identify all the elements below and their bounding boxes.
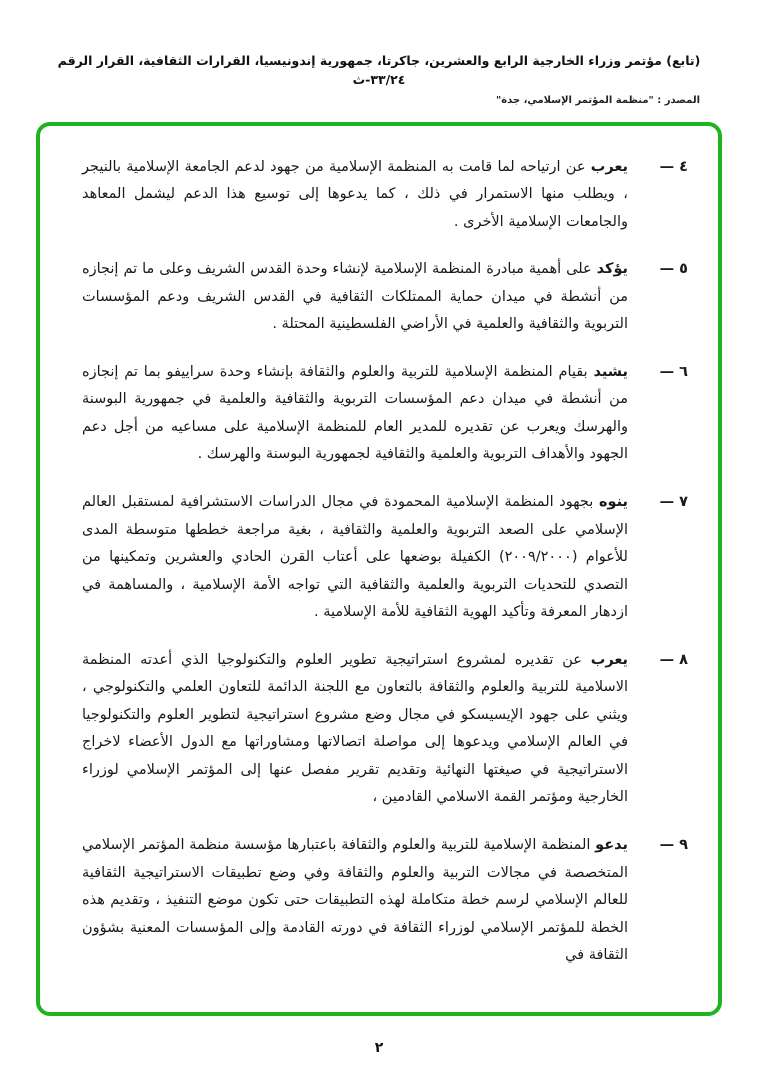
item-number: ٤ — <box>659 158 688 175</box>
item-body: عن ارتياحه لما قامت به المنظمة الإسلامية من جهود لدعم الجامعة الإسلامية بالنيجر ، ويطلب منها الاستمرار في ذلك ، كما يدعوها إلى توسيع هذا الدعم ليشمل المعاهد والجامعات الإسلامية الأخرى . <box>82 158 628 230</box>
list-item <box>82 647 688 812</box>
item-text <box>82 647 628 812</box>
item-number: ٧ — <box>659 493 688 510</box>
item-number: ٨ — <box>659 651 688 668</box>
content-border-box <box>36 122 722 1016</box>
item-lead-word: يدعو <box>595 836 628 853</box>
item-body: بقيام المنظمة الإسلامية للتربية والعلوم والثقافة بإنشاء وحدة سراييفو بما تم إنجازه من أنشطة في ميدان دعم المؤسسات التربوية والثقافية والعلمية في جمهورية البوسنة والهرسك ويعرب عن تقديره للمدير العام للمنظمة الإسلامية على مساعيه من أجل دعم الجهود والأهداف التربوية والعلمية والثقافية لجمهورية البوسنة والهرسك . <box>82 363 628 463</box>
item-lead-word: يشيد <box>593 363 628 380</box>
item-body: المنظمة الإسلامية للتربية والعلوم والثقافة باعتبارها مؤسسة منظمة المؤتمر الإسلامي المتخصصة في مجالات التربية والعلوم والثقافة وفي وضع تطبيقات الاستراتيجية الثقافية للعالم الإسلامي لرسم خطة متكاملة لهذه التطبيقات حتى تكون موضع التنفيذ ، وتقديم هذه الخطة للمؤتمر الإسلامي لوزراء الثقافة في دورته القادمة وإلى المؤسسات المعنية بشؤون الثقافة في <box>82 836 628 964</box>
item-lead-word: يعرب <box>590 651 628 668</box>
item-body: عن تقديره لمشروع استراتيجية تطوير العلوم والتكنولوجيا الذي أعدته المنظمة الاسلامية للتربية والعلوم والثقافة بالتعاون مع اللجنة الدائمة للتعاون العلمي والتكنولوجي ، ويثني على جهود الإيسيسكو في مجال وضع مشروع استراتيجية لتطوير العلوم والتكنولوجيا في العالم الإسلامي ويدعوها إلى مواصلة اتصالاتها ومشاوراتها مع الدول الأعضاء لاخراج الاستراتيجية في صيغتها النهائية وتقديم تقرير مفصل عنها إلى المؤتمر الإسلامي لوزراء الخارجية ومؤتمر القمة الاسلامي القادمين ، <box>82 651 628 806</box>
list-item <box>82 154 688 237</box>
item-number: ٩ — <box>659 836 688 853</box>
document-source-line: المصدر : "منظمة المؤتمر الإسلامي، جدة" <box>495 94 700 106</box>
list-item <box>82 489 688 627</box>
item-lead-word: يؤكد <box>596 261 628 278</box>
page-number: ٢ <box>374 1040 384 1056</box>
item-lead-word: يعرب <box>590 158 628 175</box>
list-item <box>82 359 688 469</box>
item-lead-word: ينوه <box>598 493 628 510</box>
item-text <box>82 832 628 970</box>
document-header-title: (تابع) مؤتمر وزراء الخارجية الرابع والعشرين، جاكرتا، جمهورية إندونيسيا، القرارات الثقافية، القرار الرقم ٣٣/٢٤-ث <box>57 53 701 87</box>
item-body: بجهود المنظمة الإسلامية المحمودة في مجال الدراسات الاستشرافية لمستقبل العالم الإسلامي على الصعد التربوية والعلمية والثقافية ، بغية مراجعة خططها متوسطة المدى للأعوام (٢٠٠٩/٢٠٠٠) الكفيلة بوضعها على أعتاب القرن الحادي والعشرين وتمكينها من التصدي للتحديات التربوية والعلمية والثقافية التي تواجه الأمة الإسلامية ، والمساهمة في ازدهار المعرفة وتأكيد الهوية الثقافية للأمة الإسلامية . <box>82 493 628 621</box>
item-number: ٦ — <box>659 363 688 380</box>
item-text <box>82 359 628 469</box>
item-text <box>82 489 628 627</box>
item-text <box>82 256 628 339</box>
item-number: ٥ — <box>659 261 688 278</box>
item-text <box>82 154 628 237</box>
list-item <box>82 256 688 339</box>
item-body: على أهمية مبادرة المنظمة الإسلامية لإنشاء وحدة القدس الشريف وعلى ما تم إنجازه من أنشطة في ميدان حماية الممتلكات الثقافية في القدس الشريف ودعم المؤسسات التربوية والثقافية والعلمية في الأراضي الفلسطينية المحتلة . <box>82 261 628 333</box>
list-item <box>82 832 688 970</box>
